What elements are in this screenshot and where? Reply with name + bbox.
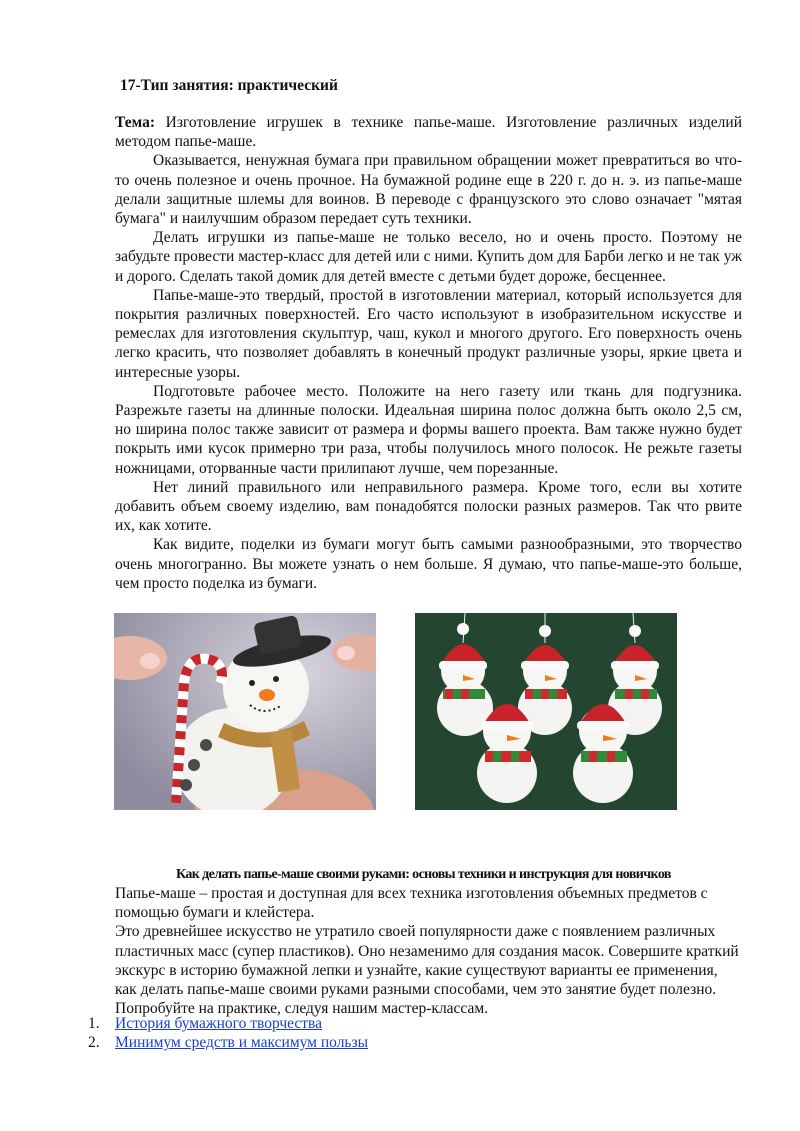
- toc-link-minimum-means[interactable]: Минимум средств и максимум пользы: [115, 1034, 369, 1051]
- table-of-contents: [88, 1014, 368, 1052]
- snowman-illustration: [114, 613, 376, 810]
- topic-text: Изготовление игрушек в технике папье-маше. Изготовление различных изделий методом папье-маше.: [115, 114, 742, 151]
- paragraph: Подготовьте рабочее место. Положите на него газету или ткань для подгузника. Разрежьте газеты на длинные полоски. Идеальная ширина полос должна быть около 2,5 см, но ширина полос также зависит от размера и формы вашего проекта. Вам также нужно будет покрыть ими кусок примерно три раза, чтобы получилось много полосок. Не режьте газеты ножницами, оторванные части прилипают лучше, чем порезанные.: [115, 382, 742, 477]
- section-paragraph: Это древнейшее искусство не утратило своей популярности даже с появлением различных пластичных масс (супер пластиков). Оно незаменимо для создания масок. Совершите краткий экскурс в историю бумажной лепки и узнайте, какие существуют варианты ее применения, как делать папье-маше своими руками разными способами, чем это занятие будет полезно. Попробуйте на практике, следуя нашим мастер-классам.: [115, 923, 739, 1018]
- paragraph: Нет линий правильного или неправильного размера. Кроме того, если вы хотите добавить объем своему изделию, вам понадобятся полоски разных размеров. Так что рвите их, как хотите.: [115, 478, 742, 535]
- toc-item-number: 2.: [88, 1034, 100, 1051]
- section-heading: Как делать папье-маше своими руками: основы техники и инструкция для новичков: [176, 867, 671, 882]
- snowman-ornaments-photo: [415, 613, 677, 810]
- toc-item-number: 1.: [88, 1015, 100, 1032]
- paragraph: Оказывается, ненужная бумага при правильном обращении может превратиться во что-то очень полезное и очень прочное. На бумажной родине еще в 220 г. до н. э. из папье-маше делали защитные шлемы для воинов. В переводе с французского это слово означает "мятая бумага" и наилучшим образом передает суть техники.: [115, 152, 742, 228]
- lesson-type-heading: 17-Тип занятия: практический: [120, 77, 338, 94]
- toc-item: [88, 1033, 368, 1052]
- section-body: [115, 884, 742, 1018]
- paragraph: Делать игрушки из папье-маше не только весело, но и очень просто. Поэтому не забудьте провести мастер-класс для детей или с ними. Купить дом для Барби легко и не так уж и дорого. Сделать такой домик для детей вместе с детьми будет дороже, бесценнее.: [115, 229, 742, 285]
- snowman-ornaments-illustration: [415, 613, 677, 810]
- toc-link-history[interactable]: История бумажного творчества: [115, 1015, 323, 1032]
- snowman-photo: [114, 613, 376, 810]
- main-text: [115, 113, 742, 593]
- toc-item: [88, 1014, 368, 1033]
- topic-label: Тема:: [115, 114, 155, 131]
- topic-paragraph: [115, 113, 742, 151]
- paragraph: Как видите, поделки из бумаги могут быть самыми разнообразными, это творчество очень многогранно. Вы можете узнать о нем больше. Я думаю, что папье-маше-это больше, чем просто поделка из бумаги.: [115, 536, 742, 592]
- paragraph: Папье-маше-это твердый, простой в изготовлении материал, который используется для покрытия различных поверхностей. Его часто используют в изобразительном искусстве и ремеслах для изготовления скульптур, чаш, кукол и многого другого. Его поверхность очень легко красить, что позволяет добавлять в конечный продукт различные узоры, яркие цвета и интересные узоры.: [115, 286, 742, 381]
- section-paragraph: Папье-маше – простая и доступная для всех техника изготовления объемных предметов с помощью бумаги и клейстера.: [115, 885, 708, 922]
